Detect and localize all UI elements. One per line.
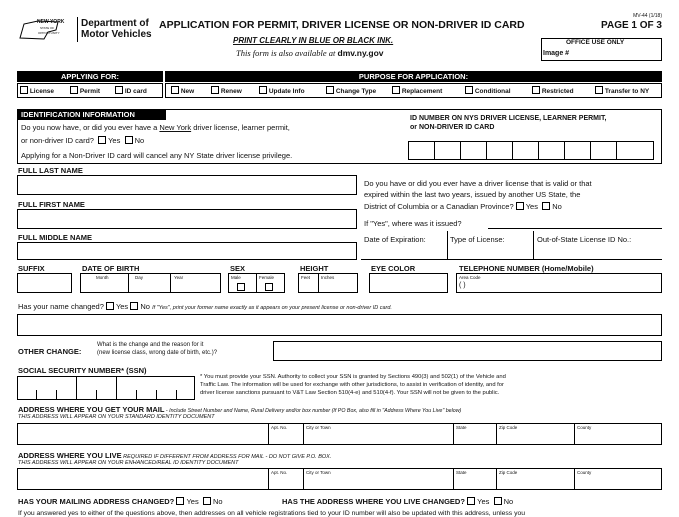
mail-changed-no-label: No <box>212 497 223 506</box>
name-changed-text: Has your name changed? <box>18 302 104 311</box>
sex-male-label: Male <box>231 275 241 280</box>
checkbox[interactable] <box>211 86 219 94</box>
ssn-note-1: * You must provide your SSN. Authority to collect your SSN is granted by Sections 490(3) and 502(1) of the Vehicle and <box>200 374 506 380</box>
name-changed-question <box>18 302 392 311</box>
mail-changed-question <box>18 497 223 506</box>
ssn-note-3: driver license sanctions pursuant to V&T Law Section 510(4-e) and 510(4-f). Your SSN will not be given to the public. <box>200 390 500 396</box>
live-address-label: ADDRESS WHERE YOU LIVE <box>18 451 122 460</box>
mail-address-heading <box>18 405 461 414</box>
live-address-sub: THIS ADDRESS WILL APPEAR ON YOUR ENHANCED/REAL ID IDENTITY DOCUMENT <box>18 460 239 466</box>
purpose-update-info[interactable] <box>259 86 305 97</box>
purpose-restricted-label: Restricted <box>541 88 574 95</box>
id-number-heading-2: or NON-DRIVER ID CARD <box>410 124 495 131</box>
other-state-q2: expired within the last two years, issued by another US State, the <box>364 190 581 199</box>
purpose-conditional[interactable] <box>465 86 511 97</box>
other-state-no-label: No <box>552 202 562 211</box>
height-feet-label: Feet <box>301 275 311 280</box>
middle-name-label: FULL MIDDLE NAME <box>18 233 93 242</box>
mail-apt-label: Apt. No. <box>271 425 288 430</box>
height-inches-label: Inches <box>321 275 335 280</box>
live-changed-yes-checkbox[interactable] <box>467 497 475 505</box>
checkbox[interactable] <box>259 86 267 94</box>
purpose-conditional-label: Conditional <box>474 88 511 95</box>
ident-q2-text: or non-driver ID card? <box>21 136 94 145</box>
purpose-renew[interactable] <box>211 86 242 97</box>
other-state-yes-label: Yes <box>525 202 538 211</box>
form-number: MV-44 (1/18) <box>633 13 662 19</box>
live-address-heading <box>18 451 331 460</box>
first-name-label: FULL FIRST NAME <box>18 200 85 209</box>
sex-label: SEX <box>230 264 246 273</box>
mail-changed-text: HAS YOUR MAILING ADDRESS CHANGED? <box>18 497 175 506</box>
eye-color-input[interactable] <box>369 273 448 293</box>
name-changed-yes-checkbox[interactable] <box>106 302 114 310</box>
other-state-q1: Do you have or did you ever have a driver license that is valid or that <box>364 179 592 188</box>
sex-male-checkbox[interactable] <box>237 283 245 291</box>
purpose-replacement-label: Replacement <box>401 88 443 95</box>
checkbox[interactable] <box>171 86 179 94</box>
live-changed-no-label: No <box>503 497 514 506</box>
ident-no-checkbox[interactable] <box>125 136 133 144</box>
live-changed-no-checkbox[interactable] <box>494 497 502 505</box>
other-change-q1: What is the change and the reason for it <box>97 342 204 348</box>
live-county-label: County <box>577 470 592 475</box>
image-number-label: Image # <box>543 50 570 57</box>
checkbox[interactable] <box>392 86 400 94</box>
mail-address-input[interactable] <box>17 423 662 445</box>
dept-line1: Department of <box>81 18 149 29</box>
purpose-new-label: New <box>180 88 195 95</box>
page-title <box>159 19 525 31</box>
name-changed-yes-label: Yes <box>115 302 129 311</box>
live-address-input[interactable] <box>17 468 662 490</box>
area-code-parens: ( ) <box>459 282 466 289</box>
applying-permit-label: Permit <box>79 88 101 95</box>
logo-text-bot: OPPORTUNITY <box>38 31 60 35</box>
applying-id-card[interactable] <box>115 86 147 97</box>
applying-for-heading: APPLYING FOR: <box>17 71 163 82</box>
checkbox[interactable] <box>326 86 334 94</box>
ident-no-label: No <box>134 136 145 145</box>
mail-zip-label: Zip Code <box>499 425 518 430</box>
other-change-label: OTHER CHANGE: <box>18 347 82 356</box>
address-change-note: If you answered yes to either of the questions above, then addresses on all vehicle registrations tied to your ID number will also be updated with this address, unless you <box>18 510 526 517</box>
ident-q1-text: Do you now have, or did you ever have a <box>21 123 160 132</box>
ident-yes-label: Yes <box>108 136 121 145</box>
id-number-heading-1: ID NUMBER ON NYS DRIVER LICENSE, LEARNER PERMIT, <box>410 115 607 122</box>
mail-changed-no-checkbox[interactable] <box>203 497 211 505</box>
dob-day-label: Day <box>135 275 144 280</box>
suffix-input[interactable] <box>17 273 72 293</box>
purpose-restricted[interactable] <box>532 86 574 97</box>
last-name-input[interactable] <box>17 175 357 195</box>
mail-county-label: County <box>577 425 592 430</box>
other-state-q3 <box>364 202 562 211</box>
dob-label: DATE OF BIRTH <box>82 264 140 273</box>
mail-address-sub: THIS ADDRESS WILL APPEAR ON YOUR STANDARD IDENTITY DOCUMENT <box>18 414 215 420</box>
other-state-q3-text: District of Columbia or a Canadian Province? <box>364 202 514 211</box>
mail-state-label: State <box>456 425 467 430</box>
other-state-no-checkbox[interactable] <box>542 202 550 210</box>
purpose-replacement[interactable] <box>392 86 442 97</box>
applying-permit[interactable] <box>70 86 100 97</box>
purpose-change-type[interactable] <box>326 86 376 97</box>
identification-heading: IDENTIFICATION INFORMATION <box>18 110 166 120</box>
ident-q1-end: driver license, learner permit, <box>191 123 290 132</box>
height-label: HEIGHT <box>300 264 329 273</box>
live-changed-yes-label: Yes <box>477 497 490 506</box>
live-city-label: City or Town <box>306 470 331 475</box>
checkbox[interactable] <box>532 86 540 94</box>
availability-site: dmv.ny.gov <box>337 48 384 58</box>
availability-note <box>236 48 384 58</box>
availability-prefix: This form is also available at <box>236 48 338 58</box>
other-change-q2: (new license class, wrong date of birth, etc.)? <box>97 350 218 356</box>
checkbox[interactable] <box>70 86 78 94</box>
purpose-new[interactable] <box>171 86 194 97</box>
checkbox[interactable] <box>595 86 603 94</box>
office-use-label: OFFICE USE ONLY <box>566 39 625 46</box>
purpose-transfer-label: Transfer to NY <box>604 88 650 95</box>
checkbox[interactable] <box>20 86 28 94</box>
checkbox[interactable] <box>115 86 123 94</box>
eye-color-label: EYE COLOR <box>371 264 416 273</box>
mail-address-label: ADDRESS WHERE YOU GET YOUR MAIL <box>18 405 165 414</box>
ident-question-1 <box>21 123 290 132</box>
purpose-update-info-label: Update Info <box>268 88 305 95</box>
purpose-change-type-label: Change Type <box>335 88 377 95</box>
other-change-input[interactable] <box>273 341 662 361</box>
checkbox[interactable] <box>465 86 473 94</box>
mail-city-label: City or Town <box>306 425 331 430</box>
phone-input[interactable] <box>456 273 662 293</box>
logo-text-mid: STATE OF <box>40 26 55 30</box>
sex-female-checkbox[interactable] <box>265 283 273 291</box>
first-name-input[interactable] <box>17 209 357 229</box>
ident-question-2 <box>21 136 144 145</box>
purpose-transfer[interactable] <box>595 86 649 97</box>
suffix-label: SUFFIX <box>18 264 45 273</box>
ssn-label: SOCIAL SECURITY NUMBER* (SSN) <box>18 366 147 375</box>
live-address-note: REQUIRED IF DIFFERENT FROM ADDRESS FOR MAIL - DO NOT GIVE P.O. BOX. <box>121 454 332 460</box>
id-number-input[interactable] <box>408 141 654 160</box>
dob-year-label: Year <box>174 275 184 280</box>
name-changed-no-label: No <box>140 302 150 311</box>
page-number: PAGE 1 OF 3 <box>601 20 662 31</box>
ident-yes-checkbox[interactable] <box>98 136 106 144</box>
applying-license-label: License <box>29 88 55 95</box>
area-code-label: Area Code <box>459 275 481 280</box>
dept-line2: Motor Vehicles <box>81 29 152 40</box>
logo-text-top: NEW YORK <box>37 19 65 25</box>
mail-changed-yes-label: Yes <box>186 497 199 506</box>
oos-id-label: Out-of-State License ID No.: <box>537 235 632 244</box>
live-changed-question <box>282 497 513 506</box>
ssn-note-2: Traffic Law. The information will be used for exchange with other jurisdictions, to assist in verification of identity, and for <box>200 382 504 388</box>
middle-name-input[interactable] <box>17 242 357 260</box>
dob-month-label: Month <box>96 275 109 280</box>
sex-female-label: Female <box>259 275 275 280</box>
live-apt-label: Apt. No. <box>271 470 288 475</box>
last-name-label: FULL LAST NAME <box>18 166 83 175</box>
name-changed-note: If "Yes", print your former name exactly as it appears on your present license or non-driver ID card. <box>152 305 392 311</box>
ident-q1-link: New York <box>159 123 192 132</box>
mail-changed-yes-checkbox[interactable] <box>176 497 184 505</box>
live-zip-label: Zip Code <box>499 470 518 475</box>
where-issued-label: If "Yes", where was it issued? <box>364 219 462 228</box>
phone-label: TELEPHONE NUMBER (Home/Mobile) <box>459 264 594 273</box>
other-state-yes-checkbox[interactable] <box>516 202 524 210</box>
expiration-label: Date of Expiration: <box>364 235 426 244</box>
purpose-heading: PURPOSE FOR APPLICATION: <box>165 71 662 82</box>
live-state-label: State <box>456 470 467 475</box>
former-name-input[interactable] <box>17 314 662 336</box>
ssn-input[interactable] <box>17 376 195 400</box>
license-type-label: Type of License: <box>450 235 505 244</box>
print-note: PRINT CLEARLY IN BLUE OR BLACK INK. <box>233 36 394 45</box>
page-title-text: APPLICATION FOR PERMIT, DRIVER LICENSE OR NON-DRIVER ID CARD <box>159 19 525 31</box>
name-changed-no-checkbox[interactable] <box>130 302 138 310</box>
applying-id-card-label: ID card <box>124 88 147 95</box>
ident-note: Applying for a Non-Driver ID card will cancel any NY State driver license privilege. <box>21 151 293 160</box>
purpose-renew-label: Renew <box>220 88 242 95</box>
live-changed-text: HAS THE ADDRESS WHERE YOU LIVE CHANGED? <box>282 497 465 506</box>
mail-address-note: - Include Street Number and Name, Rural Delivery and/or box number (If PO Box, also fill in "Address Where You Live" below) <box>164 408 462 414</box>
applying-license[interactable] <box>20 86 54 97</box>
